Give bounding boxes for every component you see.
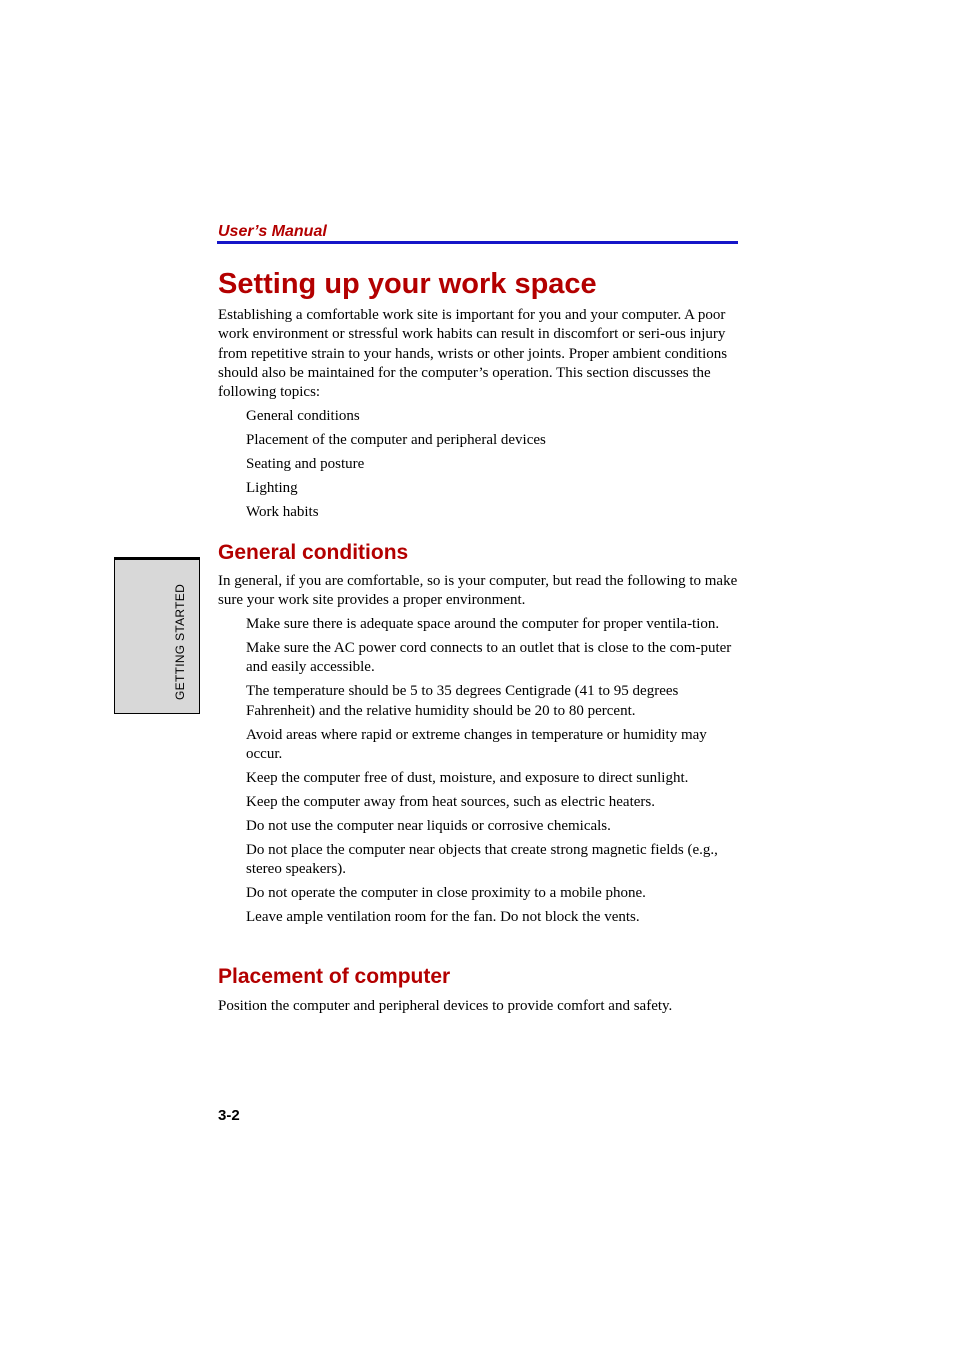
page-title: Setting up your work space [218,268,597,300]
list-item: Avoid areas where rapid or extreme changes in temperature or humidity may occur. [246,726,707,762]
list-item: Work habits [246,503,319,520]
page-number: 3-2 [218,1107,240,1124]
intro-paragraph: Establishing a comfortable work site is important for you and your computer. A poor work environment or stressful work habits can result in discomfort or seri-ous injury from repetitive strain to your hands, wrists or other joints. Proper ambient conditions should also be maintained for the computer’s operation. This section discusses the following topics: [218,307,728,401]
list-item: Do not place the computer near objects that create strong magnetic fields (e.g., stereo speakers). [246,841,718,878]
section-heading-placement: Placement of computer [218,965,451,988]
list-item: The temperature should be 5 to 35 degrees Centigrade (41 to 95 degrees Fahrenheit) and the relative humidity should be 20 to 80 percent. [246,683,679,719]
section-heading-general-conditions: General conditions [218,541,409,564]
list-item: Do not use the computer near liquids or corrosive chemicals. [246,817,611,834]
general-conditions-intro: In general, if you are comfortable, so is your computer, but read the following to make sure your work site provides a proper environment. [218,573,738,609]
list-item: General conditions [246,408,360,424]
list-item: Lighting [246,479,298,496]
chapter-side-tab [114,557,200,714]
general-conditions-list [246,615,738,932]
list-item: Seating and posture [246,455,365,472]
topic-list [246,407,738,527]
list-item: Placement of the computer and peripheral devices [246,431,546,448]
list-item: Leave ample ventilation room for the fan. Do not block the vents. [246,909,640,926]
running-header-title: User’s Manual [218,223,327,240]
list-item: Make sure there is adequate space around the computer for proper ventila-tion. [246,616,720,632]
list-item: Do not operate the computer in close proximity to a mobile phone. [246,885,646,902]
list-item: Make sure the AC power cord connects to an outlet that is close to the com-puter and easily accessible. [246,639,732,676]
header-rule [217,241,738,244]
list-item: Keep the computer away from heat sources, such as electric heaters. [246,793,655,810]
chapter-tab-label: GETTING STARTED [173,583,187,700]
list-item: Keep the computer free of dust, moisture, and exposure to direct sunlight. [246,769,689,786]
placement-paragraph: Position the computer and peripheral devices to provide comfort and safety. [218,998,673,1014]
